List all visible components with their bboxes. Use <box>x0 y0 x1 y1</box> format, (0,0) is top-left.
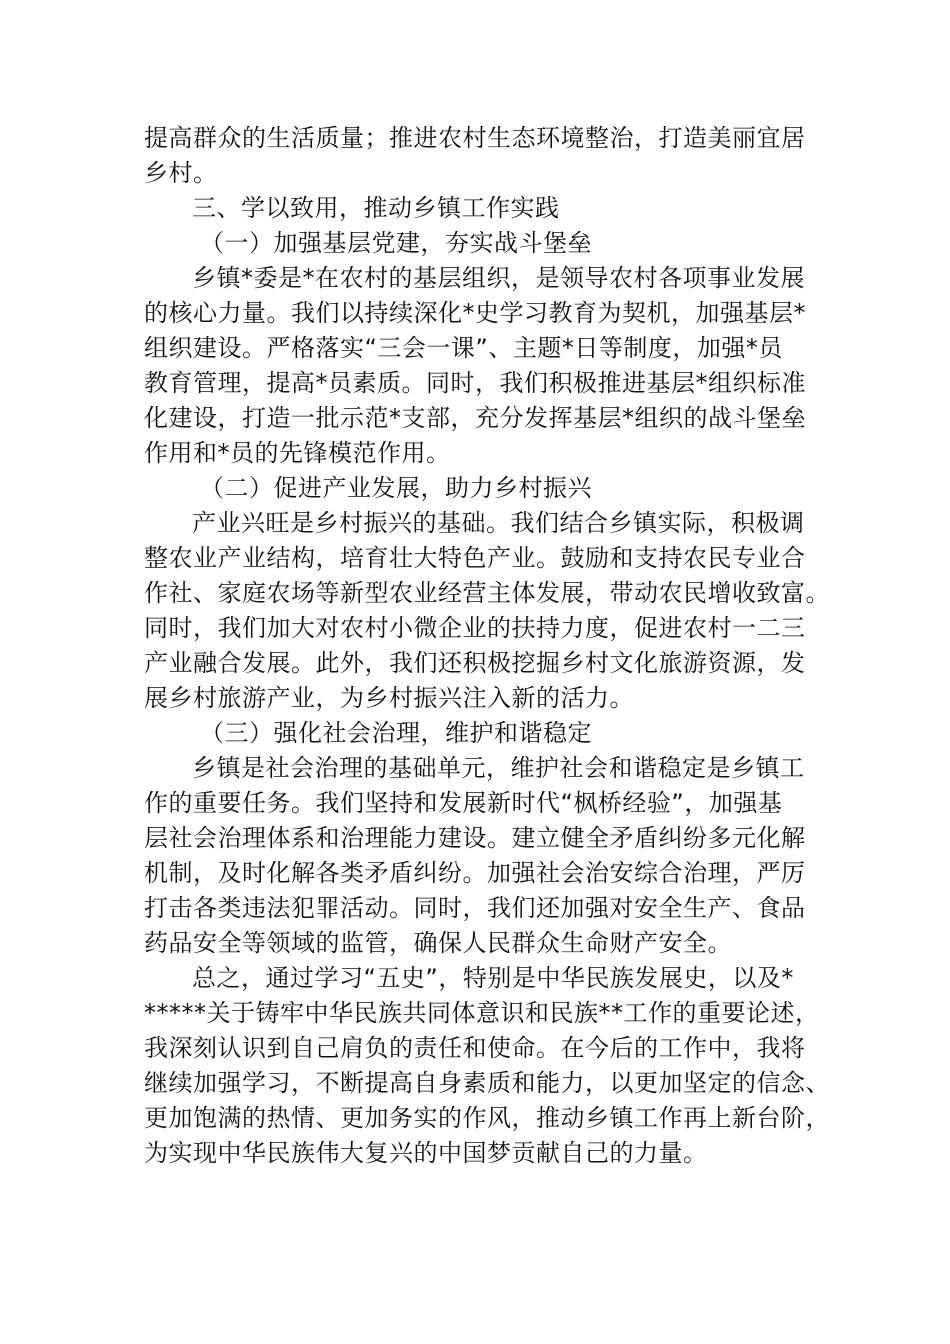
section-heading: 三、学以致用，推动乡镇工作实践 <box>192 194 560 222</box>
body-text-line: 更加饱满的热情、更加务实的作风，推动乡镇工作再上新台阶， <box>144 1104 830 1132</box>
body-text-line: 继续加强学习，不断提高自身素质和能力，以更加坚定的信念、 <box>144 1069 830 1097</box>
body-text-line: 机制，及时化解各类矛盾纠纷。加强社会治安综合治理，严厉 <box>144 859 806 887</box>
body-text-line: 化建设，打造一批示范*支部，充分发挥基层*组织的战斗堡垒 <box>144 404 806 432</box>
body-text-line: 教育管理，提高*员素质。同时，我们积极推进基层*组织标准 <box>144 369 806 397</box>
subsection-heading: （一）加强基层党建，夯实战斗堡垒 <box>200 229 592 257</box>
body-text-line: *****关于铸牢中华民族共同体意识和民族**工作的重要论述， <box>144 999 820 1027</box>
body-text-line: 我深刻认识到自己肩负的责任和使命。在今后的工作中，我将 <box>144 1034 806 1062</box>
body-text-line: 组织建设。严格落实“三会一课”、主题*日等制度，加强*员 <box>144 334 783 362</box>
body-text-line: 药品安全等领域的监管，确保人民群众生命财产安全。 <box>144 929 732 957</box>
body-text-line: 整农业产业结构，培育壮大特色产业。鼓励和支持农民专业合 <box>144 544 806 572</box>
body-text-line: 为实现中华民族伟大复兴的中国梦贡献自己的力量。 <box>144 1139 708 1167</box>
body-text-line: 作用和*员的先锋模范作用。 <box>144 439 451 467</box>
paragraph-first-line: 乡镇是社会治理的基础单元，维护社会和谐稳定是乡镇工 <box>192 754 805 782</box>
subsection-heading: （二）促进产业发展，助力乡村振兴 <box>200 474 592 502</box>
body-text-line: 同时，我们加大对农村小微企业的扶持力度，促进农村一二三 <box>144 614 806 642</box>
body-text-line: 作社、家庭农场等新型农业经营主体发展，带动农民增收致富。 <box>144 579 830 607</box>
body-text-line: 层社会治理体系和治理能力建设。建立健全矛盾纠纷多元化解 <box>144 824 806 852</box>
body-text-line: 作的重要任务。我们坚持和发展新时代“枫桥经验”，加强基 <box>144 789 783 817</box>
body-text-line: 的核心力量。我们以持续深化*史学习教育为契机，加强基层* <box>144 299 806 327</box>
body-text-line: 产业融合发展。此外，我们还积极挖掘乡村文化旅游资源，发 <box>144 649 806 677</box>
paragraph-first-line: 乡镇*委是*在农村的基层组织，是领导农村各项事业发展 <box>192 264 805 292</box>
body-text-line: 打击各类违法犯罪活动。同时，我们还加强对安全生产、食品 <box>144 894 806 922</box>
paragraph-first-line: 产业兴旺是乡村振兴的基础。我们结合乡镇实际，积极调 <box>192 509 805 537</box>
body-text-line: 提高群众的生活质量；推进农村生态环境整治，打造美丽宜居 <box>144 124 806 152</box>
body-text-line: 展乡村旅游产业，为乡村振兴注入新的活力。 <box>144 684 634 712</box>
paragraph-first-line: 总之，通过学习“五史”，特别是中华民族发展史，以及* <box>192 964 794 992</box>
body-text-line: 乡村。 <box>144 159 218 187</box>
subsection-heading: （三）强化社会治理，维护和谐稳定 <box>200 719 592 747</box>
